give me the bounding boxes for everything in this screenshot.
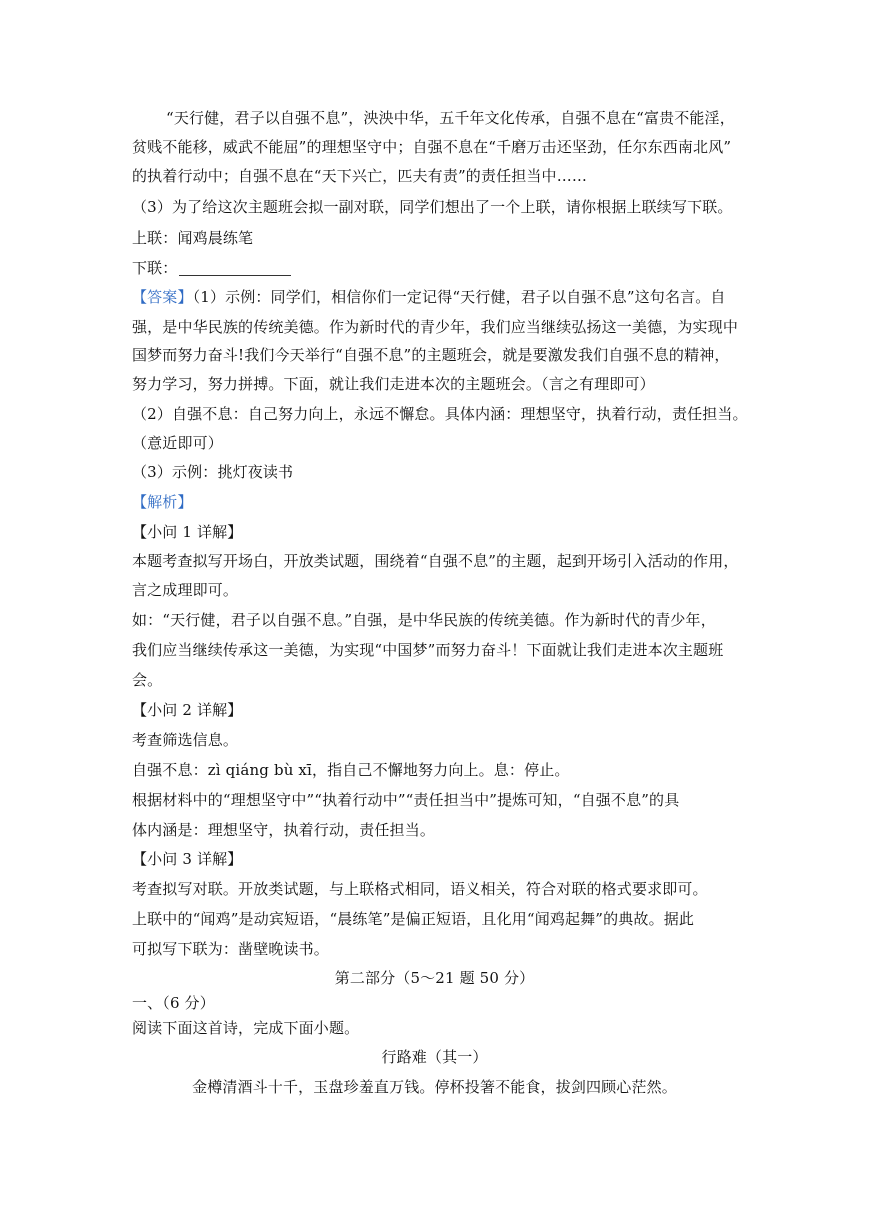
answer-line-2: 强，是中华民族的传统美德。作为新时代的青少年，我们应当继续弘扬这一美德，为实现中	[132, 318, 739, 336]
answer-tag: 【答案】	[132, 288, 193, 306]
answer-line-6: （意近即可）	[132, 434, 223, 452]
q1-heading: 【小问 1 详解】	[132, 523, 243, 541]
q1-line-2: 言之成理即可。	[132, 581, 239, 599]
q3-line-2: 上联中的“闻鸡”是动宾短语，“晨练笔”是偏正短语，且化用“闻鸡起舞”的典故。据此	[132, 910, 695, 928]
upper-couplet: 上联：闻鸡晨练笔	[132, 229, 254, 247]
poem-title: 行路难（其一）	[381, 1048, 488, 1066]
q1-line-4: 我们应当继续传承这一美德，为实现“中国梦”而努力奋斗！下面就让我们走进本次主题班	[132, 641, 724, 659]
answer-line-3: 国梦而努力奋斗!我们今天举行“自强不息”的主题班会，就是要激发我们自强不息的精神，	[132, 346, 730, 364]
q2-line-2: 自强不息：zì qiáng bù xī，指自己不懈地努力向上。息：停止。	[132, 761, 570, 779]
q2-line-4: 体内涵是：理想坚守，执着行动，责任担当。	[132, 821, 436, 839]
intro-line-1: “天行健，君子以自强不息”，泱泱中华，五千年文化传承，自强不息在“富贵不能淫，	[166, 109, 735, 127]
q2-line-1: 考查筛选信息。	[132, 731, 239, 749]
answer-line-7: （3）示例：挑灯夜读书	[132, 463, 294, 481]
part2-heading: 第二部分（5～21 题 50 分）	[334, 969, 535, 987]
analysis-tag: 【解析】	[132, 493, 193, 511]
answer-blank	[179, 261, 291, 276]
answer-line-5: （2）自强不息：自己努力向上，永远不懈怠。具体内涵：理想坚守，执着行动，责任担当。	[132, 405, 748, 423]
q3-line-3: 可拟写下联为：凿壁晚读书。	[132, 940, 329, 958]
answer-line-4: 努力学习，努力拼搏。下面，就让我们走进本次的主题班会。（言之有理即可）	[132, 375, 655, 393]
lower-couplet	[132, 258, 742, 278]
section-1-instruction: 阅读下面这首诗，完成下面小题。	[132, 1019, 360, 1037]
answer-line-1	[132, 287, 742, 307]
q3-line-1: 考查拟写对联。开放类试题，与上联格式相同，语义相关，符合对联的格式要求即可。	[132, 880, 708, 898]
q1-line-1: 本题考查拟写开场白，开放类试题，围绕着“自强不息”的主题，起到开场引入活动的作用，	[132, 552, 739, 570]
section-1-heading: 一、（6 分）	[132, 994, 215, 1012]
question-3: （3）为了给这次主题班会拟一副对联，同学们想出了一个上联，请你根据上联续写下联。	[132, 198, 733, 216]
intro-line-2: 贫贱不能移，威武不能屈”的理想坚守中；自强不息在“千磨万击还坚劲，任尔东西南北风”	[132, 138, 732, 156]
poem-line-1: 金樽清酒斗十千，玉盘珍羞直万钱。停杯投箸不能食，拔剑四顾心茫然。	[192, 1078, 677, 1096]
q2-heading: 【小问 2 详解】	[132, 701, 243, 719]
q1-line-5: 会。	[132, 671, 163, 689]
q3-heading: 【小问 3 详解】	[132, 850, 243, 868]
answer-text-1: （1）示例：同学们，相信你们一定记得“天行健，君子以自强不息”这句名言。自	[192, 288, 726, 306]
q2-line-3: 根据材料中的“理想坚守中”“执着行动中”“责任担当中”提炼可知，“自强不息”的具	[132, 791, 680, 809]
intro-line-3: 的执着行动中；自强不息在“天下兴亡，匹夫有责”的责任担当中……	[132, 167, 587, 185]
q1-line-3: 如：“天行健，君子以自强不息。”自强，是中华民族的传统美德。作为新时代的青少年，	[132, 611, 716, 629]
lower-couplet-label: 下联：	[132, 259, 178, 277]
